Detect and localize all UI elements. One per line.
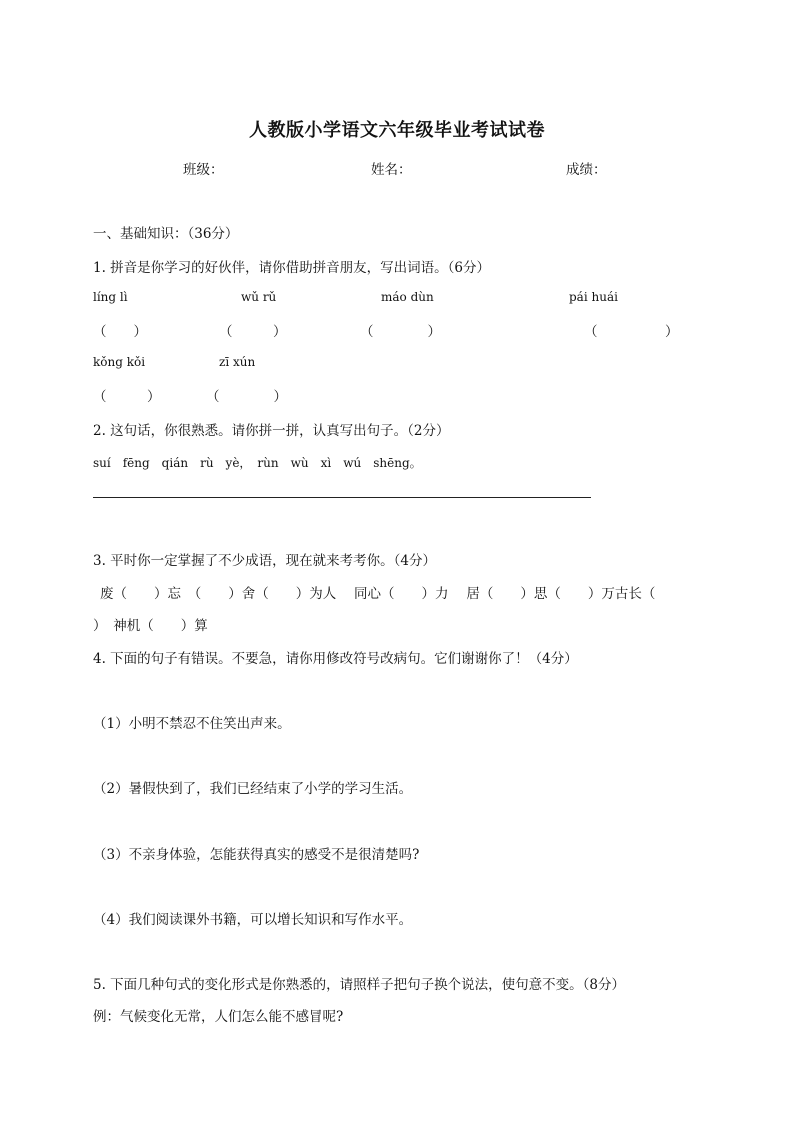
question-4-prompt: 4. 下面的句子有错误。不要急，请你用修改符号改病句。它们谢谢你了！（4分） <box>93 651 578 667</box>
sentence-item: （1）小明不禁忍不住笑出声来。 <box>93 716 291 732</box>
pinyin-item: zī xún <box>219 355 256 369</box>
answer-blank[interactable]: （ ） <box>93 324 147 340</box>
question-2-prompt: 2. 这句话，你很熟悉。请你拼一拼，认真写出句子。（2分） <box>93 423 450 439</box>
section-heading: 一、基础知识：（36分） <box>93 226 239 242</box>
score-label: 成绩： <box>566 162 607 178</box>
question-1-prompt: 1. 拼音是你学习的好伙伴，请你借助拼音朋友，写出词语。（6分） <box>93 260 491 276</box>
answer-blank[interactable]: （ ） <box>584 324 679 340</box>
name-label: 姓名： <box>371 162 412 178</box>
sentence-item: （4）我们阅读课外书籍，可以增长知识和写作水平。 <box>93 912 413 928</box>
idiom-blanks-line-1: 废（ ）忘 （ ）舍（ ）为人 同心（ ）力 居（ ）思（ ）万古长（ <box>100 586 656 602</box>
sentence-item: （3）不亲身体验，怎能获得真实的感受不是很清楚吗? <box>93 847 420 863</box>
pinyin-item: líng lì <box>93 290 128 304</box>
answer-blank[interactable]: （ ） <box>219 324 287 340</box>
sentence-item: （2）暑假快到了，我们已经结束了小学的学习生活。 <box>93 781 413 797</box>
pinyin-item: kǒng kǒi <box>93 355 146 369</box>
pinyin-item: wǔ rǔ <box>241 290 277 304</box>
answer-blank[interactable]: （ ） <box>93 389 161 405</box>
idiom-blanks-line-2: ） 神机（ ）算 <box>93 618 208 634</box>
answer-line[interactable] <box>93 497 591 498</box>
answer-blank[interactable]: （ ） <box>206 389 287 405</box>
sentence-pinyin: suí fēng qián rù yè， rùn wù xì wú shēng。 <box>93 456 422 470</box>
question-3-prompt: 3. 平时你一定掌握了不少成语，现在就来考考你。（4分） <box>93 553 437 569</box>
class-label: 班级： <box>183 162 224 178</box>
pinyin-item: pái huái <box>569 290 618 304</box>
pinyin-item: máo dùn <box>381 290 434 304</box>
answer-blank[interactable]: （ ） <box>360 324 441 340</box>
example-sentence: 例：气候变化无常，人们怎么能不感冒呢? <box>93 1009 344 1025</box>
question-5-prompt: 5. 下面几种句式的变化形式是你熟悉的，请照样子把句子换个说法，使句意不变。（8分） <box>93 977 626 993</box>
exam-title: 人教版小学语文六年级毕业考试试卷 <box>249 120 545 141</box>
